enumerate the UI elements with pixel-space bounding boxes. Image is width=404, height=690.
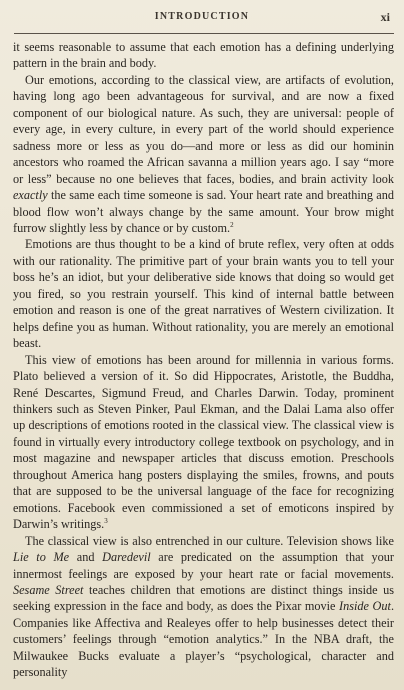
endnote-marker-3: 3 [104, 517, 108, 526]
paragraph-5-text-e: . Companies like Affectiva and Realeyes offer to help businesses detect their customers’ feelings through “emotion analytics.” In the NBA draft, the Milwaukee Bucks evaluate a player’s “psychological, character and personality [13, 599, 394, 680]
paragraph-5-text-d: teaches children that emotions are distinct things inside us seeking expression in the face and body, as does the Pixar movie [13, 582, 395, 614]
paragraph-2-text-a: Our emotions, according to the classical view, are artifacts of evolution, having long ago been advantageous for survival, and are now a fixed component of our biological nature. As such, they are universal: people of every age, in every culture, in every part of the world should experience sadness more or less as you do—and more or less as did our hominin ancestors who roamed the African savanna a million years ago. I say “more or less” because no one believes that faces, bodies, and brain activity look [13, 72, 394, 186]
paragraph-3-text: Emotions are thus thought to be a kind of brute reflex, very often at odds with our rationality. The primitive part of your brain wants you to tell your boss he’s an idiot, but your deliberative side knows that doing so would get you fired, so you restrain yourself. This kind of internal battle between emotion and reason is one of the great narratives of Western civilization. It helps define you as human. Without rationality, you are merely an emotional beast. [13, 237, 394, 351]
paragraph-continuation [13, 39, 394, 72]
paragraph-5-text-a: The classical view is also entrenched in our culture. Television shows like [25, 533, 394, 548]
title-lie-to-me: Lie to Me [13, 550, 70, 565]
paragraph-2-emphasis: exactly [13, 188, 48, 203]
title-daredevil: Daredevil [102, 550, 151, 565]
body-text [13, 39, 394, 681]
paragraph-3 [13, 236, 394, 351]
paragraph-2 [13, 72, 394, 237]
paragraph-1-text: it seems reasonable to assume that each emotion has a defining underlying pattern in the brain and body. [13, 40, 394, 71]
title-inside-out: Inside Out [339, 599, 391, 614]
paragraph-4 [13, 352, 394, 533]
page-number: xi [380, 10, 390, 24]
paragraph-5-text-c: are predicated on the assumption that your innermost feelings are exposed by your heart rate or facial movements. [13, 550, 395, 581]
running-head [14, 11, 390, 29]
header-rule [14, 33, 394, 34]
paragraph-5 [13, 533, 394, 681]
paragraph-4-text: This view of emotions has been around for millennia in various forms. Plato believed a version of it. So did Hippocrates, Aristotle, the Buddha, René Descartes, Sigmund Freud, and Charles Darwin. Today, prominent thinkers such as Steven Pinker, Paul Ekman, and the Dalai Lama also offer up descriptions of emotions rooted in the classical view. The classical view is found in virtually every introductory college textbook on psychology, and in most magazine and newspaper articles that discuss emotion. Preschools throughout America hang posters displaying the smiles, frowns, and pouts that are supposed to be the universal language of the face for recognizing emotions. Facebook even commissioned a set of emoticons inspired by Darwin’s writings. [13, 352, 394, 532]
running-title: INTRODUCTION [154, 11, 250, 22]
paragraph-5-text-b: and [69, 550, 103, 565]
paragraph-2-text-b: the same each time someone is sad. Your heart rate and breathing and blood flow won’t always change by the same amount. Your brow might furrow slightly less by chance or by custom. [13, 188, 394, 235]
endnote-marker-2: 2 [230, 220, 234, 229]
title-sesame-street: Sesame Street [13, 582, 84, 597]
